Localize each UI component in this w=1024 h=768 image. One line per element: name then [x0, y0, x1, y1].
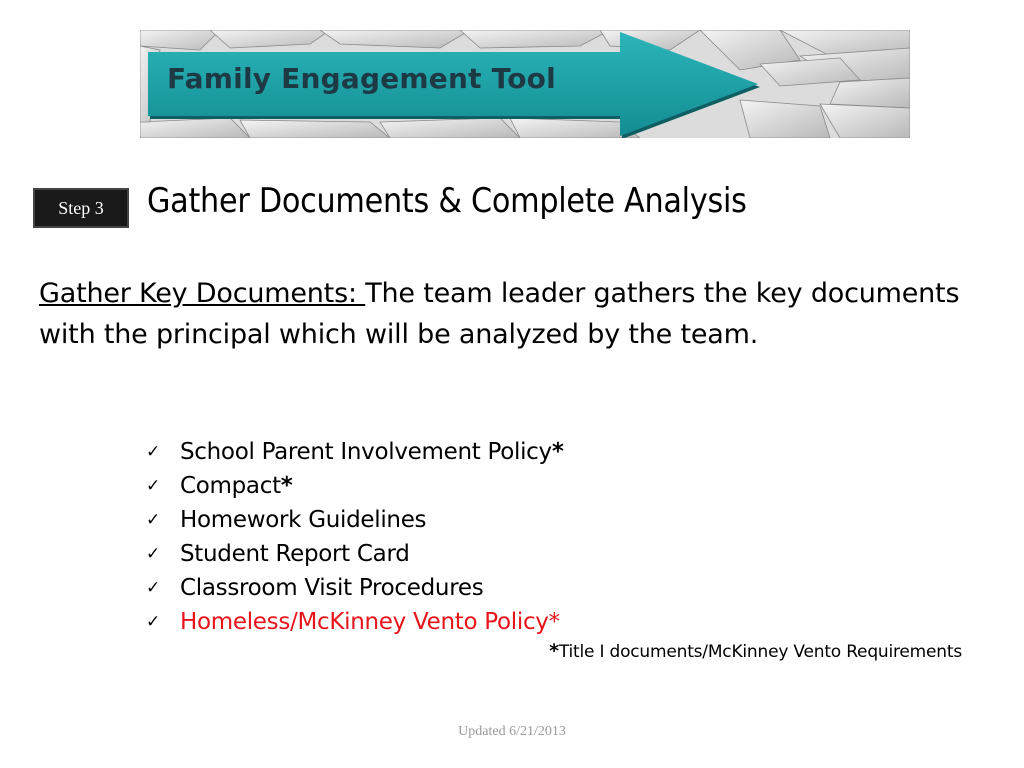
checklist-item [146, 605, 564, 639]
checklist-item-label: Homework Guidelines [180, 507, 427, 533]
checklist-item-label: Student Report Card [180, 541, 410, 567]
checklist-item [146, 537, 564, 571]
checklist-item [146, 503, 564, 537]
step-badge-label: Step 3 [58, 197, 104, 218]
checkmark-icon: ✓ [146, 510, 160, 530]
checkmark-icon: ✓ [146, 476, 160, 496]
checklist-item-label: Homeless/McKinney Vento Policy [180, 609, 549, 635]
checklist-item [146, 469, 564, 503]
checklist-item-mark: * [548, 609, 560, 635]
updated-date: Updated 6/21/2013 [458, 724, 566, 739]
footnote-text: Title I documents/McKinney Vento Requirements [558, 642, 962, 662]
intro-label: Gather Key Documents: [39, 278, 366, 309]
banner-title: Family Engagement Tool [167, 62, 556, 95]
checklist-item [146, 435, 564, 469]
checklist-item-label: Compact [180, 473, 281, 499]
document-checklist [146, 435, 564, 639]
checklist-item-label: School Parent Involvement Policy [180, 439, 552, 465]
step-badge [33, 188, 129, 228]
footnote [549, 640, 962, 662]
checklist-item [146, 571, 564, 605]
checklist-item-label: Classroom Visit Procedures [180, 575, 484, 601]
intro-paragraph [39, 273, 989, 355]
checkmark-icon: ✓ [146, 612, 160, 632]
checklist-item-mark: * [280, 473, 293, 499]
checkmark-icon: ✓ [146, 544, 160, 564]
page-title: Gather Documents & Complete Analysis [147, 181, 747, 221]
footnote-mark: * [549, 640, 559, 662]
checkmark-icon: ✓ [146, 442, 160, 462]
checkmark-icon: ✓ [146, 578, 160, 598]
intro-text: The team leader gathers the key documents with the principal which will be analyzed by the team. [39, 278, 960, 350]
checklist-item-mark: * [551, 439, 564, 465]
banner [140, 30, 910, 138]
